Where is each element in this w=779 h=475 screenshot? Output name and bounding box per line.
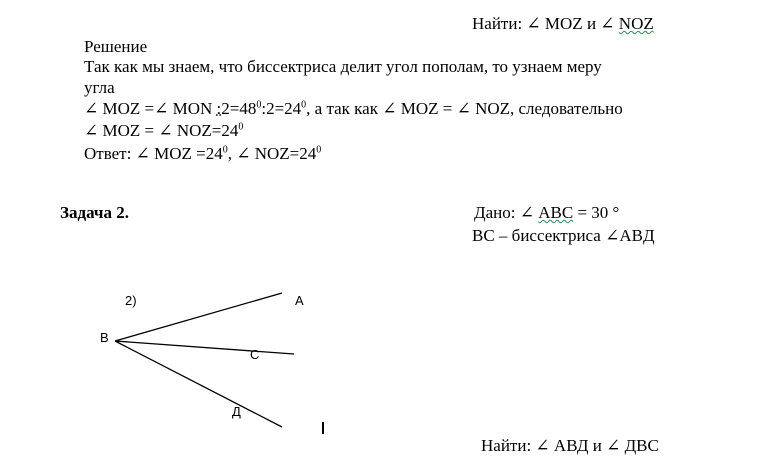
solution-line-1: Так как мы знаем, что биссектриса делит угол пополам, то узнаем меру: [84, 57, 602, 76]
line4-part-a: ∠ MOZ = ∠ NOZ=24: [84, 121, 239, 140]
given1-c: = 30 °: [573, 203, 620, 222]
figure-number: 2): [125, 293, 137, 308]
given2-a: BC – биссектриса ∠: [472, 226, 620, 245]
point-d-label: Д: [232, 404, 241, 419]
given1-abc: ABC: [538, 203, 574, 222]
given2-d: Д: [642, 226, 655, 245]
task-2-title: Задача 2.: [60, 203, 129, 222]
solution-heading: Решение: [84, 37, 148, 56]
point-a-label: A: [295, 293, 304, 308]
find-line-bottom: Найти: ∠ AВД и ∠ ДВС: [481, 436, 659, 455]
given1-a: Дано: ∠: [474, 203, 539, 222]
given2-b: AB: [619, 226, 643, 245]
line3-part-a: ∠ MOZ =∠ MON: [84, 99, 217, 118]
answer-part-b: , ∠ NOZ=24: [227, 144, 317, 163]
answer-part-a: Ответ: ∠ MOZ =24: [84, 144, 223, 163]
deg-sup: 0: [256, 99, 262, 111]
line3-part-b: :: [216, 99, 222, 118]
line3-part-e: , а так как ∠ MOZ = ∠ NOZ, следовательно: [306, 99, 623, 118]
line3-part-c: 2=48: [221, 99, 257, 118]
point-b-label: B: [100, 330, 109, 345]
deg-sup: 0: [238, 121, 244, 133]
deg-sup: 0: [222, 144, 228, 156]
deg-sup: 0: [316, 144, 322, 156]
point-c-label: C: [250, 347, 260, 362]
find-prefix: Найти: ∠ MOZ и ∠: [472, 14, 619, 33]
deg-sup: 0: [301, 99, 307, 111]
line3-part-d: :2=24: [261, 99, 302, 118]
ray-ba: [115, 293, 282, 341]
find-noz: NOZ: [618, 14, 654, 33]
solution-line-2: угла: [84, 78, 115, 97]
ray-bc: [115, 341, 294, 354]
